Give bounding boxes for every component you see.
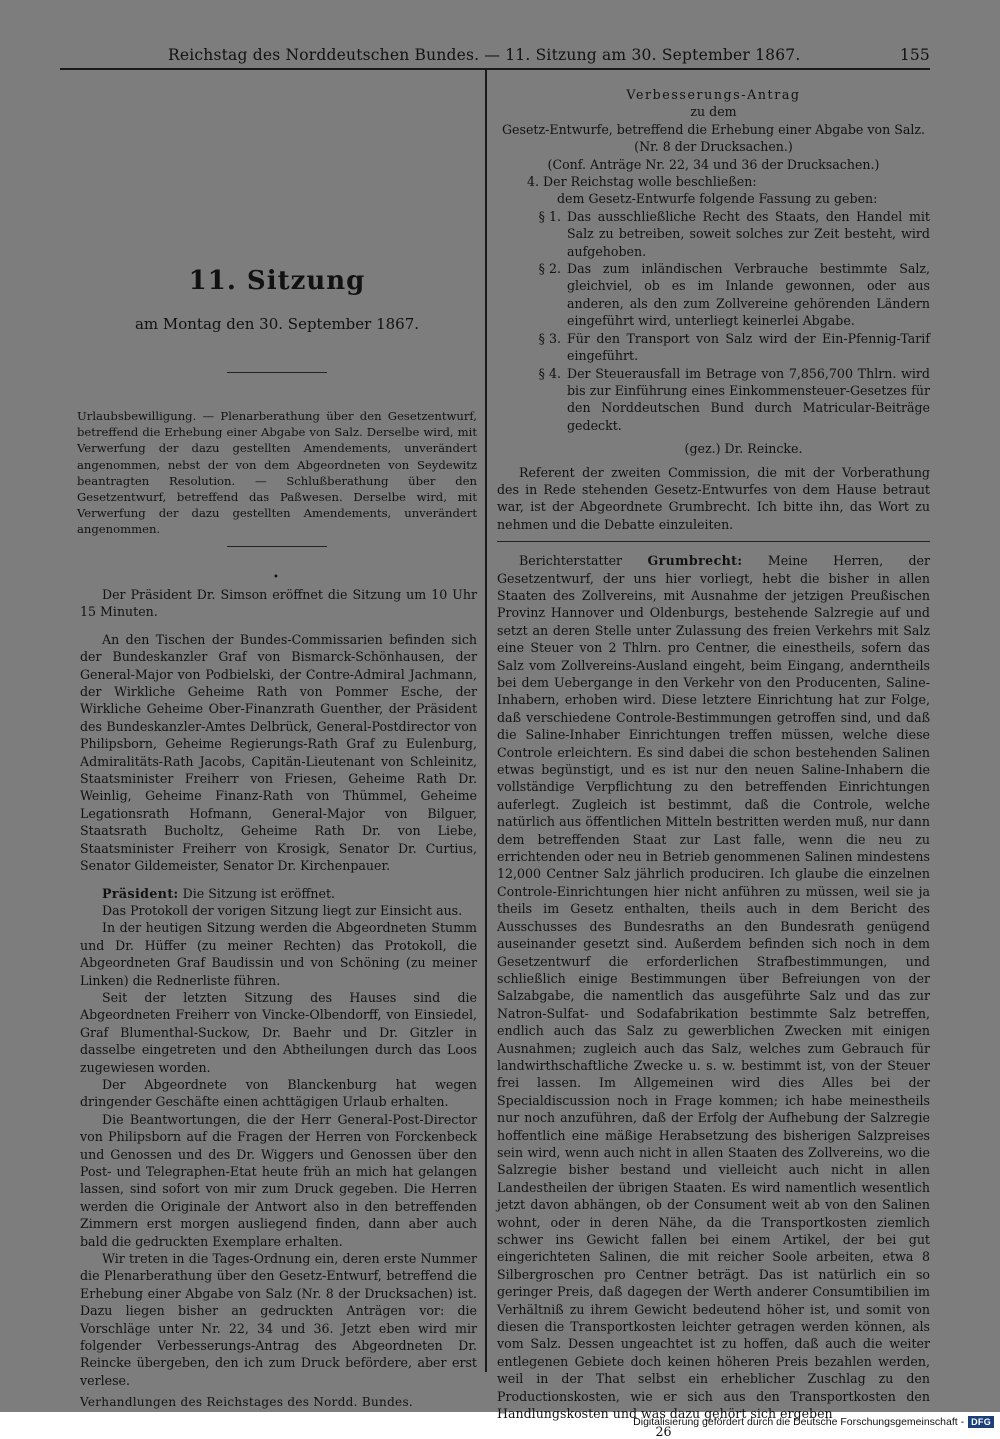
opening-paragraph: Der Präsident Dr. Simson eröffnet die Sitzung um 10 Uhr 15 Minuten.	[80, 587, 477, 620]
summary-rule	[227, 546, 327, 547]
berichterstatter-prefix: Berichterstatter	[519, 553, 623, 569]
session-summary: Urlaubsbewilligung. — Plenarberathung über den Gesetzentwurf, betreffend die Erhebung einer Abgabe von Salz. Derselbe wird, mit Verwerfung der dazu gestellten Amendements, unverändert angenommen, nebst der von dem Abgeordneten von Seydewitz beantragten Resolution. — Schlußberathung über den Gesetzentwurf, betreffend das Paßwesen. Derselbe wird, mit Verwerfung der dazu gestellten Amendements, unverändert angenommen.	[77, 409, 477, 537]
left-footer: Verhandlungen des Reichstages des Nordd. Bundes.	[80, 1395, 414, 1410]
antrag-conf: (Conf. Anträge Nr. 22, 34 und 36 der Drucksachen.)	[547, 156, 880, 172]
beantwortungen-paragraph: Die Beantwortungen, die der Herr General-Post-Director von Philipsborn auf die Fragen der Herren von Forckenbeck und Genossen und des Dr. Wiggers und Genossen über den Post- und Telegraphen-Etat heute früh an mich hat gelangen lassen, sind sofort von mir zum Druck gegeben. Die Herren werden die Originale der Antwort also in den betreffenden Zimmern erst morgen ausliegend finden, dann aber auch bald die gedruckten Exemplare erhalten.	[80, 1111, 477, 1249]
session-date: am Montag den 30. September 1867.	[134, 315, 420, 333]
antrag-beschluss: 4. Der Reichstag wolle beschließen:	[527, 174, 757, 190]
header-rule	[60, 68, 930, 70]
president-paragraph	[80, 885, 477, 902]
protokoll-paragraph: Das Protokoll der vorigen Sitzung liegt zur Einsicht aus.	[102, 902, 463, 918]
ornament-dot: •	[273, 572, 279, 583]
antrag-paragraph: § 4. Der Steuerausfall im Betrage von 7,856,700 Thlrn. wird bis zur Einführung eines Einkommensteuer-Gesetzes für den Norddeutschen Bund durch Matricular-Beiträge gedeckt.	[538, 365, 930, 433]
speaker-president: Präsident:	[102, 885, 179, 901]
title-rule	[227, 372, 327, 373]
antrag-paragraph: § 3. Für den Transport von Salz wird der Ein-Pfennig-Tarif eingeführt.	[538, 330, 930, 364]
commissioners-paragraph: An den Tischen der Bundes-Commissarien befinden sich der Bundeskanzler Graf von Bismarck-Schönhausen, der General-Major von Podbielski, der Contre-Admiral Jachmann, der Wirkliche Geheime Rath von Pommer Esche, der Wirkliche Geheime Ober-Finanzrath Guenther, der Präsident des Bundeskanzler-Amtes Delbrück, General-Postdirector von Philipsborn, Geheime Regierungs-Rath Graf zu Eulenburg, Admiralitäts-Rath Jacobs, Capitän-Lieutenant von Schleinitz, Staatsminister Freiherr von Friesen, Geheime Rath Dr. Weinlig, Geheime Finanz-Rath von Thümmel, Geheime Legationsrath Hofmann, General-Major von Bilguer, Staatsrath Bucholtz, Geheime Rath Dr. von Liebe, Staatsminister Freiherr von Krosigk, Senator Dr. Curtius, Senator Gildemeister, Senator Dr. Kirchenpauer.	[80, 631, 477, 874]
heutigen-paragraph: In der heutigen Sitzung werden die Abgeordneten Stumm und Dr. Hüffer (zu meiner Rechten) das Protokoll, die Abgeordneten Graf Baudissin und von Schöning (zu meiner Linken) die Rednerliste führen.	[80, 920, 477, 988]
antrag-intro: dem Gesetz-Entwurfe folgende Fassung zu geben:	[557, 191, 878, 207]
tagesordnung-paragraph: Wir treten in die Tages-Ordnung ein, deren erste Nummer die Plenarberathung über den Gesetz-Entwurf, betreffend die Erhebung einer Abgabe von Salz (Nr. 8 der Drucksachen) ist. Dazu liegen bisher an gedruckten Anträgen vor: die Vorschläge unter Nr. 22, 34 und 36. Jetzt eben wird mir folgender Verbesserungs-Antrag des Abgeordneten Dr. Reincke übergeben, den ich zum Druck befördere, aber erst verlese.	[80, 1251, 477, 1388]
speaker-grumbrecht: Grumbrecht:	[647, 553, 743, 569]
speech-paragraph	[497, 552, 930, 1422]
page-number: 155	[899, 46, 930, 64]
speech-text: Meine Herren, der Gesetzentwurf, der uns hier vorliegt, hebt die bisher in allen Staaten des Zollvereins, mit Ausnahme der jetzigen Preußischen Provinz Hannover und Oldenburgs, bestehende Salzregie auf und setzt an deren Stelle unter Zulassung des freien Verkehrs mit Salz eine Steuer von 2 Thlrn. pro Centner, die einestheils, sofern das Salz vom Zollvereins-Ausland eingeht, beim Eingang, anderntheils bei dem Uebergange in den Verkehr von den Producenten, Saline-Inhabern, erhoben wird. Diese letztere Einrichtung hat zur Folge, daß verschiedene Controle-Bestimmungen getroffen sind, und daß die Saline-Inhaber Einrichtungen treffen müssen, welche diese Controle erleichtern. Es sind dabei die schon bestehenden Salinen etwas begünstigt, und es ist nur den neuen Saline-Inhabern die vollständige Verpflichtung zu den betreffenden Einrichtungen auferlegt. Zugleich ist bestimmt, daß die Controle, welche natürlich aus öffentlichen Mitteln bestritten werden muß, nur dann dem betreffenden Staat zur Last falle, wenn die neu zu errichtenden oder neu in Betrieb genommenen Salinen mindestens 12,000 Centner Salz jährlich produciren. Ich glaube die einzelnen Controle-Einrichtungen hier nicht anführen zu müssen, weil sie ja theils im Gesetz enthalten, theils auch in dem Bericht des Ausschusses des Bundesraths an den Bundesrath genügend auseinander gesetzt sind. Außerdem befinden sich noch in dem Gesetzentwurf die erforderlichen Strafbestimmungen, und schließlich einige Bestimmungen über Befreiungen von der Salzabgabe, die namentlich das ausgeführte Salz und das zur Natron-Sulfat- und Sodafabrikation bestimmte Salz betreffen, endlich auch das Salz zu gewerblichen Zwecken mit einigen Ausnahmen; zugleich auch das Salz, welches zum Gebrauch für landwirthschaftliche Zwecke u. s. w. bestimmt ist, von der Steuer frei lassen. Im Allgemeinen wird dies Alles bei der Specialdiscussion noch in Frage kommen; ich habe meinestheils nur noch anzuführen, daß der Erfolg der Aufhebung der Salzregie hoffentlich eine mäßige Herabsetzung des bisherigen Salzpreises sein wird, wenn auch nicht in allen Staaten des Zollvereins, wo die Salzregie bisher bestand und vielleicht auch nicht in allen Landestheilen der übrigen Staaten. Es wird namentlich wesentlich jetzt davon abhängen, ob der Consument weit ab von den Salinen wohnt, oder in deren Nähe, da die Transportkosten ziemlich schwer ins Gewicht fallen bei einem Artikel, der bei gut eingerichteten Salinen, die mit reicher Soole arbeiten, etwa 8 Silbergroschen pro Centner beträgt. Das ist natürlich ein so geringer Preis, daß dagegen der Werth anderer Consumtibilien im Verhältniß zu ihrem Gewicht bedeutend höher ist, und somit von diesen die Transportkosten leichter getragen werden können, als vom Salz. Dessen ungeachtet ist zu hoffen, daß auch die weiter entlegenen Gebiete doch keinen höheren Preis bezahlen werden, weil in der That selbst ein erheblicher Zuschlag zu den Productionskosten, wie er sich aus den Transportkosten den Handlungskosten und was dazu gehört sich ergeben	[497, 553, 930, 1422]
antrag-gesetz: Gesetz-Entwurfe, betreffend die Erhebung einer Abgabe von Salz.	[502, 121, 925, 137]
president-speech: Die Sitzung ist eröffnet.	[182, 885, 336, 901]
referent-paragraph: Referent der zweiten Commission, die mit der Vorberathung des in Rede stehenden Gesetz-Entwurfes von dem Hause betraut war, ist der Abgeordnete Grumbrecht. Ich bitte ihn, das Wort zu nehmen und die Debatte einzuleiten.	[497, 464, 930, 532]
antrag-paragraph: § 2. Das zum inländischen Verbrauche bestimmte Salz, gleichviel, ob es im Inlande gewonnen, oder aus anderen, als den zum Zollvereine gehörenden Ländern eingeführt wird, unterliegt keinerlei Abgabe.	[538, 261, 930, 329]
letzten-sitzung-paragraph: Seit der letzten Sitzung des Hauses sind die Abgeordneten Freiherr von Vincke-Olbendorff, von Einsiedel, Graf Blumenthal-Suckow, Dr. Baehr und Dr. Gitzler in dasselbe eingetreten und den Abtheilungen durch das Loos zugewiesen worden.	[80, 989, 477, 1075]
urlaub-paragraph: Der Abgeordnete von Blanckenburg hat wegen dringender Geschäfte einen achttägigen Urlaub erhalten.	[80, 1076, 477, 1110]
antrag-zu: zu dem	[690, 104, 737, 120]
antrag-nr: (Nr. 8 der Drucksachen.)	[634, 139, 793, 155]
right-column	[497, 86, 930, 1439]
session-title: 11. Sitzung	[188, 266, 366, 296]
dfg-logo: DFG	[968, 1416, 994, 1428]
running-title: Reichstag des Norddeutschen Bundes. — 11. Sitzung am 30. September 1867.	[168, 46, 801, 64]
right-rule	[497, 541, 930, 542]
antrag-paragraph-list	[497, 208, 930, 434]
antrag-signature: (gez.) Dr. Reincke.	[684, 441, 803, 457]
sheet-number: 26	[655, 1424, 672, 1439]
digitization-credit	[633, 1416, 994, 1428]
column-divider	[485, 70, 487, 1372]
antrag-title: Verbesserungs-Antrag	[626, 87, 801, 102]
credit-text: Digitalisierung gefördert durch die Deutsche Forschungsgemeinschaft -	[633, 1416, 965, 1428]
left-body	[80, 586, 477, 1409]
antrag-paragraph: § 1. Das ausschließliche Recht des Staats, den Handel mit Salz zu betreiben, soweit solches zur Zeit besteht, wird aufgehoben.	[538, 208, 930, 259]
